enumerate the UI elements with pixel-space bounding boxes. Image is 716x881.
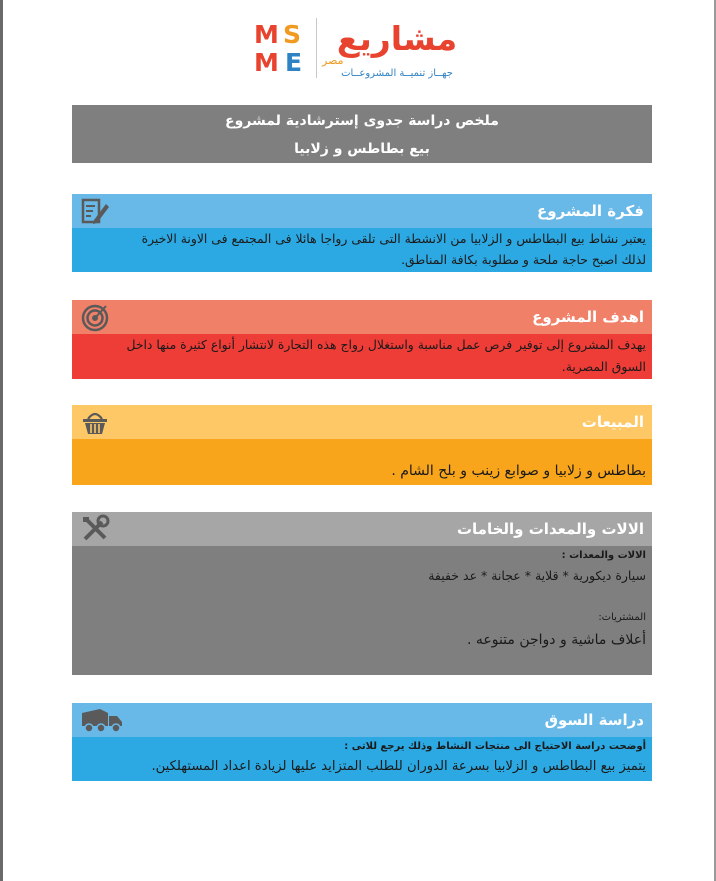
title-line-1: ملخص دراسة جدوى إسترشادية لمشروع — [225, 113, 499, 129]
section-title: اهدف المشروع — [532, 308, 644, 326]
section-title: الالات والمعدات والخامات — [456, 520, 644, 538]
tools-icon — [80, 514, 110, 544]
section-body — [72, 228, 652, 272]
section-body — [72, 737, 652, 781]
edit-document-icon — [80, 196, 110, 226]
body-line: أوضحت دراسة الاحتياج الى منتجات النشاط وذلك يرجع للاتى : — [344, 741, 646, 752]
section-header — [72, 512, 652, 546]
msme-logo — [252, 16, 477, 86]
section-project-goals — [72, 300, 652, 379]
basket-icon — [80, 407, 110, 437]
purchases-list: أعلاف ماشية و دواجن متنوعه . — [466, 632, 646, 648]
section-body — [72, 546, 652, 675]
section-header — [72, 703, 652, 737]
purchases-subheading: المشتريات: — [598, 612, 646, 623]
section-project-idea — [72, 194, 652, 272]
truck-icon — [80, 705, 124, 735]
title-line-2: بيع بطاطس و زلابيا — [294, 141, 430, 157]
logo-subtitle-agency: جهــاز تنميــة المشروعــات — [341, 68, 453, 79]
page-left-edge — [0, 0, 3, 881]
logo-divider — [316, 18, 317, 78]
body-line: لذلك اصبح حاجة ملحة و مطلوبة بكافة المناطق. — [401, 252, 646, 267]
target-icon — [80, 302, 110, 332]
equipment-subheading: الالات والمعدات : — [561, 550, 646, 561]
body-line: السوق المصرية. — [561, 359, 646, 374]
section-equipment — [72, 512, 652, 675]
title-banner — [72, 105, 652, 163]
body-line: يتميز بيع البطاطس و الزلابيا بسرعة الدوران للطلب المتزايد عليها لزيادة اعداد المستهلكين. — [151, 759, 646, 774]
section-title: المبيعات — [581, 413, 644, 431]
logo-letter-m2: M — [254, 48, 279, 77]
section-header — [72, 300, 652, 334]
section-market-study — [72, 703, 652, 781]
body-line: بطاطس و زلابيا و صوابع زينب و بلح الشام . — [391, 463, 646, 479]
section-body — [72, 439, 652, 485]
logo-letter-e: E — [285, 48, 303, 77]
body-line: يهدف المشروع إلى توفير فرص عمل مناسبة واستغلال رواج هذه التجارة لانتشار أنواع كثيرة منها داخل — [126, 337, 646, 352]
section-body — [72, 334, 652, 379]
section-title: فكرة المشروع — [537, 202, 644, 220]
logo-letter-s: S — [283, 20, 302, 49]
body-line: يعتبر نشاط بيع البطاطس و الزلابيا من الانشطة التى تلقى رواجا هائلا فى المجتمع فى الاونة الاخيرة — [141, 231, 646, 246]
section-sales — [72, 405, 652, 485]
logo-arabic-wordmark: مشاريع — [336, 19, 458, 58]
logo-letter-m1: M — [254, 20, 279, 49]
section-header — [72, 405, 652, 439]
logo-subtitle-country: مصر — [322, 54, 344, 67]
equipment-list: سيارة ديكورية * قلاية * عجانة * عد خفيفة — [428, 568, 646, 583]
section-title: دراسة السوق — [544, 711, 644, 729]
section-header — [72, 194, 652, 228]
msme-letters — [252, 20, 310, 76]
